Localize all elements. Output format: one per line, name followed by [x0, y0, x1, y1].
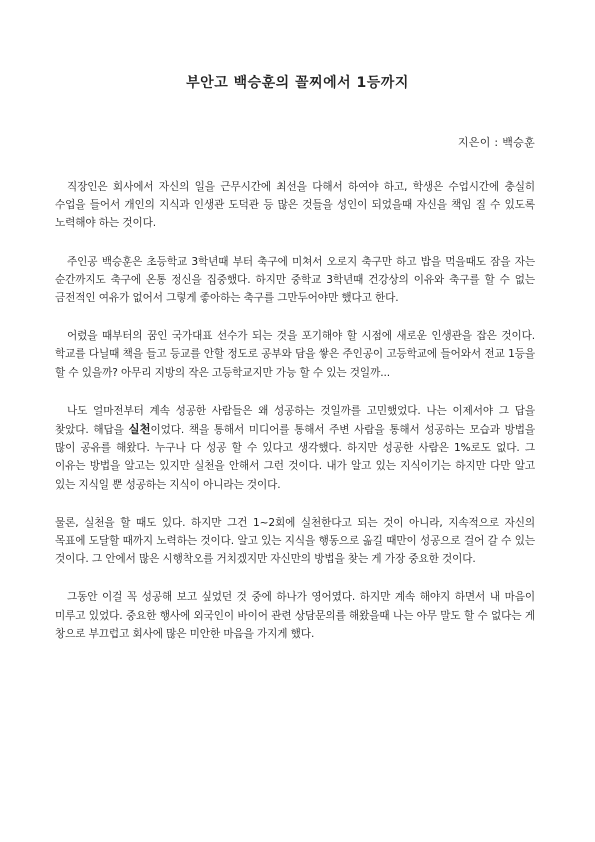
- document-title: 부안고 백승훈의 꼴찌에서 1등까지: [186, 75, 409, 91]
- paragraph-2: 주인공 백승훈은 초등학교 3학년때 부터 축구에 미쳐서 오로지 축구만 하고 밥을 먹을때도 잠을 자는 순간까지도 축구에 온통 정신을 집중했다. 하지만 중학교 3학년때 건강상의 이유와 축구를 할 수 없는 금전적인 여유가 없어서 그렇게 좋아하는 축구를 그만두어야만 했다고 한다.: [55, 255, 535, 305]
- paragraph-6: 그동안 이걸 꼭 성공해 보고 싶었던 것 중에 하나가 영어였다. 하지만 계속 해야지 하면서 내 마음이 미루고 있었다. 중요한 행사에 외국인이 바이어 관련 상담문의를 해왔을때 나는 아무 말도 할 수 없다는 게 창으로 부끄럽고 회사에 많은 미안한 마음을 가지게 했다.: [55, 591, 535, 640]
- emphasis-word: 실천: [128, 422, 151, 437]
- paragraph-4-text-before: 나도 얼마전부터 계속 성공한 사람들은 왜 성공하는 것일까를 고민했었다. 나는 이제서야 그 답을 찾았다. 해답을: [55, 404, 535, 437]
- paragraph-5: 물론, 실천을 할 때도 있다. 하지만 그건 1~2회에 실천한다고 되는 것이 아니라, 지속적으로 자신의 목표에 도달할 때까지 노력하는 것이다. 알고 있는 지식을 행동으로 옮길 때만이 성공으로 걸어 갈 수 있는 것이다. 그 안에서 많은 시행착오를 거치겠지만 자신만의 방법을 찾는 게 가장 중요한 것이다.: [55, 516, 535, 566]
- document-body: [55, 178, 535, 663]
- paragraph-3: 어렸을 때부터의 꿈인 국가대표 선수가 되는 것을 포기해야 할 시점에 새로운 인생관을 잡은 것이다. 학교를 다닐때 책을 들고 등교를 안할 정도로 공부와 담을 쌓은 주인공이 고등학교에 들어와서 전교 1등을 할 수 있을까? 아무리 지방의 작은 고등학교지만 가능 할 수 있는 것일까...: [55, 330, 535, 379]
- paragraph-4: [55, 402, 535, 494]
- author-line: 지은이 : 백승훈: [457, 136, 535, 149]
- paragraph-4-text-after: 이었다. 책을 통해서 미디어를 통해서 주변 사람을 통해서 성공하는 모습과 방법을 많이 공유를 해왔다. 누구나 다 성공 할 수 있다고 생각했다. 하지만 성공한 사람은 1%로도 없다. 그 이유는 방법을 알고는 있지만 실천을 안해서 그런 것이다. 내가 알고 있는 지식이기는 하지만 다만 알고 있는 지식일 뿐 성공하는 지식이 아니라는 것이다.: [55, 424, 535, 491]
- paragraph-1: 직장인은 회사에서 자신의 일을 근무시간에 최선을 다해서 하여야 하고, 학생은 수업시간에 충실히 수업을 들어서 개인의 지식과 인생관 도덕관 등 많은 것들을 성인이 되었을때 자신을 책임 질 수 있도록 노력해야 하는 것이다.: [55, 181, 535, 230]
